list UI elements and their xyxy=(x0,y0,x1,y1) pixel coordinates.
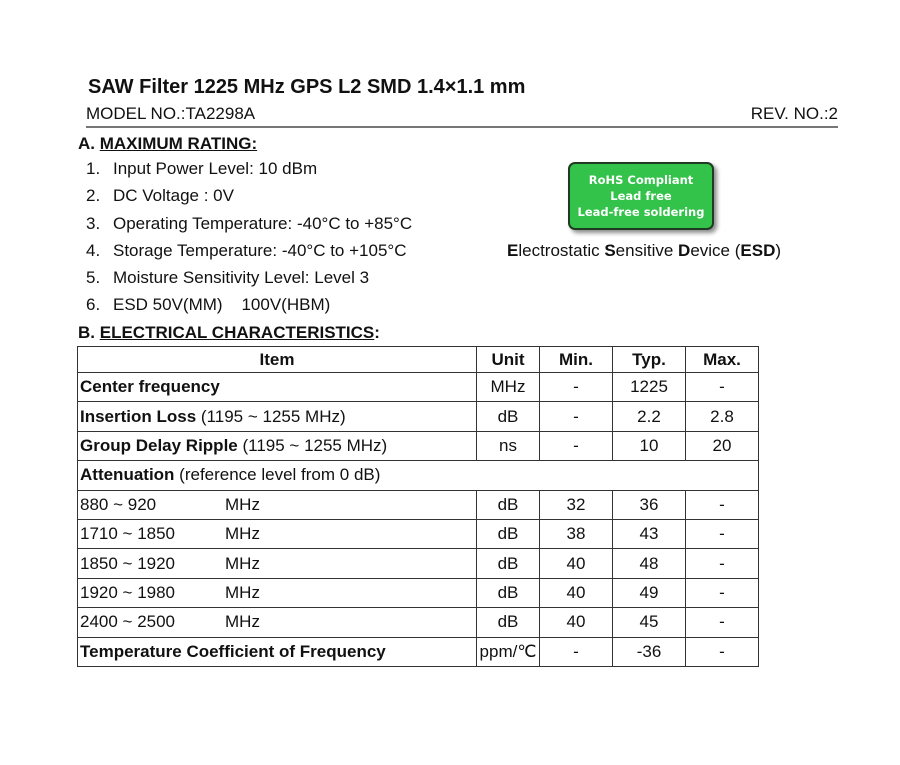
cell-typ: 49 xyxy=(613,578,686,607)
header-min: Min. xyxy=(540,347,613,373)
model-row xyxy=(86,104,838,124)
section-b-heading xyxy=(78,323,380,343)
rohs-badge-line: Lead-free soldering xyxy=(577,205,705,219)
table-row xyxy=(78,373,759,402)
range-unit: MHz xyxy=(225,612,260,632)
list-number: 4. xyxy=(86,240,101,260)
list-number: 2. xyxy=(86,186,101,206)
cell-unit: dB xyxy=(477,549,540,578)
list-number: 6. xyxy=(86,295,101,315)
header-divider xyxy=(86,126,838,128)
esd-text: lectrostatic xyxy=(518,241,605,260)
header-item: Item xyxy=(78,347,477,373)
cell-min: 40 xyxy=(540,608,613,637)
list-text: Input Power Level: 10 dBm xyxy=(113,159,318,178)
esd-letter: D xyxy=(678,241,691,260)
section-a-heading xyxy=(78,134,257,154)
cell-min: 38 xyxy=(540,519,613,548)
esd-text: ) xyxy=(775,241,782,260)
esd-notice xyxy=(507,241,781,261)
list-text: Storage Temperature: -40°C to +105°C xyxy=(113,240,407,260)
list-item xyxy=(86,295,412,322)
electrical-characteristics-table xyxy=(77,346,759,667)
cell-item xyxy=(78,608,477,637)
cell-min: - xyxy=(540,402,613,431)
item-name: Group Delay Ripple xyxy=(80,435,238,455)
frequency-range: 1920 ~ 1980 xyxy=(80,582,176,602)
cell-item xyxy=(78,549,477,578)
cell-item xyxy=(78,578,477,607)
list-text: ESD 50V(MM) 100V(HBM) xyxy=(113,295,331,315)
table-row xyxy=(78,490,759,519)
cell-min: 32 xyxy=(540,490,613,519)
cell-max: 2.8 xyxy=(686,402,759,431)
esd-text: ensitive xyxy=(615,241,679,260)
cell-max: - xyxy=(686,608,759,637)
range-unit: MHz xyxy=(225,494,260,514)
rohs-compliant-badge xyxy=(568,162,714,230)
range-unit: MHz xyxy=(225,524,260,544)
cell-unit: MHz xyxy=(477,373,540,402)
section-a-title: MAXIMUM RATING: xyxy=(99,134,258,153)
range-unit: MHz xyxy=(225,553,260,573)
item-condition: (1195 ~ 1255 MHz) xyxy=(237,435,388,455)
list-item xyxy=(86,159,412,186)
list-text: DC Voltage : 0V xyxy=(113,186,234,206)
cell-min: - xyxy=(540,373,613,402)
section-b-colon: : xyxy=(374,323,380,342)
list-number: 3. xyxy=(86,213,101,233)
cell-unit: dB xyxy=(477,608,540,637)
maximum-rating-list xyxy=(86,159,412,323)
cell-max: - xyxy=(686,578,759,607)
esd-text: evice ( xyxy=(690,241,741,260)
table-row xyxy=(78,461,759,490)
table-row xyxy=(78,549,759,578)
table-row xyxy=(78,608,759,637)
rohs-badge-line: RoHS Compliant xyxy=(588,173,694,187)
cell-item xyxy=(78,519,477,548)
table-row xyxy=(78,402,759,431)
cell-item xyxy=(78,461,759,490)
list-text: Moisture Sensitivity Level: Level 3 xyxy=(113,268,370,288)
section-a-prefix: A. xyxy=(78,134,100,153)
cell-max: - xyxy=(686,637,759,666)
cell-item xyxy=(78,402,477,431)
header-typ: Typ. xyxy=(613,347,686,373)
list-number: 5. xyxy=(86,268,101,288)
cell-unit: dB xyxy=(477,402,540,431)
list-number: 1. xyxy=(86,159,101,178)
cell-typ: 36 xyxy=(613,490,686,519)
cell-max: - xyxy=(686,549,759,578)
cell-unit: dB xyxy=(477,490,540,519)
document-title: SAW Filter 1225 MHz GPS L2 SMD 1.4×1.1 mm xyxy=(88,76,526,98)
cell-typ: 10 xyxy=(613,431,686,460)
header-max: Max. xyxy=(686,347,759,373)
esd-letter: E xyxy=(507,241,519,260)
table-row xyxy=(78,431,759,460)
cell-typ: 43 xyxy=(613,519,686,548)
list-item xyxy=(86,214,412,241)
cell-unit: ppm/℃ xyxy=(477,637,540,666)
list-text: Operating Temperature: -40°C to +85°C xyxy=(113,213,413,233)
cell-max: 20 xyxy=(686,431,759,460)
cell-max: - xyxy=(686,519,759,548)
item-name: Insertion Loss xyxy=(80,406,197,426)
header-unit: Unit xyxy=(477,347,540,373)
cell-unit: dB xyxy=(477,519,540,548)
cell-typ: 2.2 xyxy=(613,402,686,431)
table-row xyxy=(78,519,759,548)
cell-unit: dB xyxy=(477,578,540,607)
esd-abbreviation: ESD xyxy=(740,241,776,260)
cell-typ: 1225 xyxy=(613,373,686,402)
cell-max: - xyxy=(686,490,759,519)
cell-item xyxy=(78,637,477,666)
revision-number: REV. NO.:2 xyxy=(750,104,838,123)
frequency-range: 880 ~ 920 xyxy=(80,494,157,514)
cell-item xyxy=(78,373,477,402)
frequency-range: 2400 ~ 2500 xyxy=(80,612,176,632)
cell-min: 40 xyxy=(540,578,613,607)
cell-min: - xyxy=(540,431,613,460)
table-row xyxy=(78,637,759,666)
table-row xyxy=(78,578,759,607)
item-condition: (1195 ~ 1255 MHz) xyxy=(196,406,346,426)
cell-max: - xyxy=(686,373,759,402)
cell-typ: 45 xyxy=(613,608,686,637)
item-condition: (reference level from 0 dB) xyxy=(174,465,381,485)
cell-min: - xyxy=(540,637,613,666)
rohs-badge-line: Lead free xyxy=(610,189,672,203)
list-item xyxy=(86,186,412,213)
cell-typ: 48 xyxy=(613,549,686,578)
item-name: Center frequency xyxy=(80,377,220,397)
section-b-title: ELECTRICAL CHARACTERISTICS xyxy=(99,323,375,342)
frequency-range: 1710 ~ 1850 xyxy=(80,524,176,544)
cell-item xyxy=(78,490,477,519)
item-name: Attenuation xyxy=(80,465,175,485)
section-b-prefix: B. xyxy=(78,323,100,342)
frequency-range: 1850 ~ 1920 xyxy=(80,553,176,573)
esd-letter: S xyxy=(604,241,616,260)
cell-item xyxy=(78,431,477,460)
list-item xyxy=(86,241,412,268)
list-item xyxy=(86,268,412,295)
cell-unit: ns xyxy=(477,431,540,460)
model-number: MODEL NO.:TA2298A xyxy=(86,104,256,123)
cell-min: 40 xyxy=(540,549,613,578)
item-name: Temperature Coefficient of Frequency xyxy=(80,641,386,661)
range-unit: MHz xyxy=(225,582,260,602)
cell-typ: -36 xyxy=(613,637,686,666)
table-header-row xyxy=(78,347,759,373)
